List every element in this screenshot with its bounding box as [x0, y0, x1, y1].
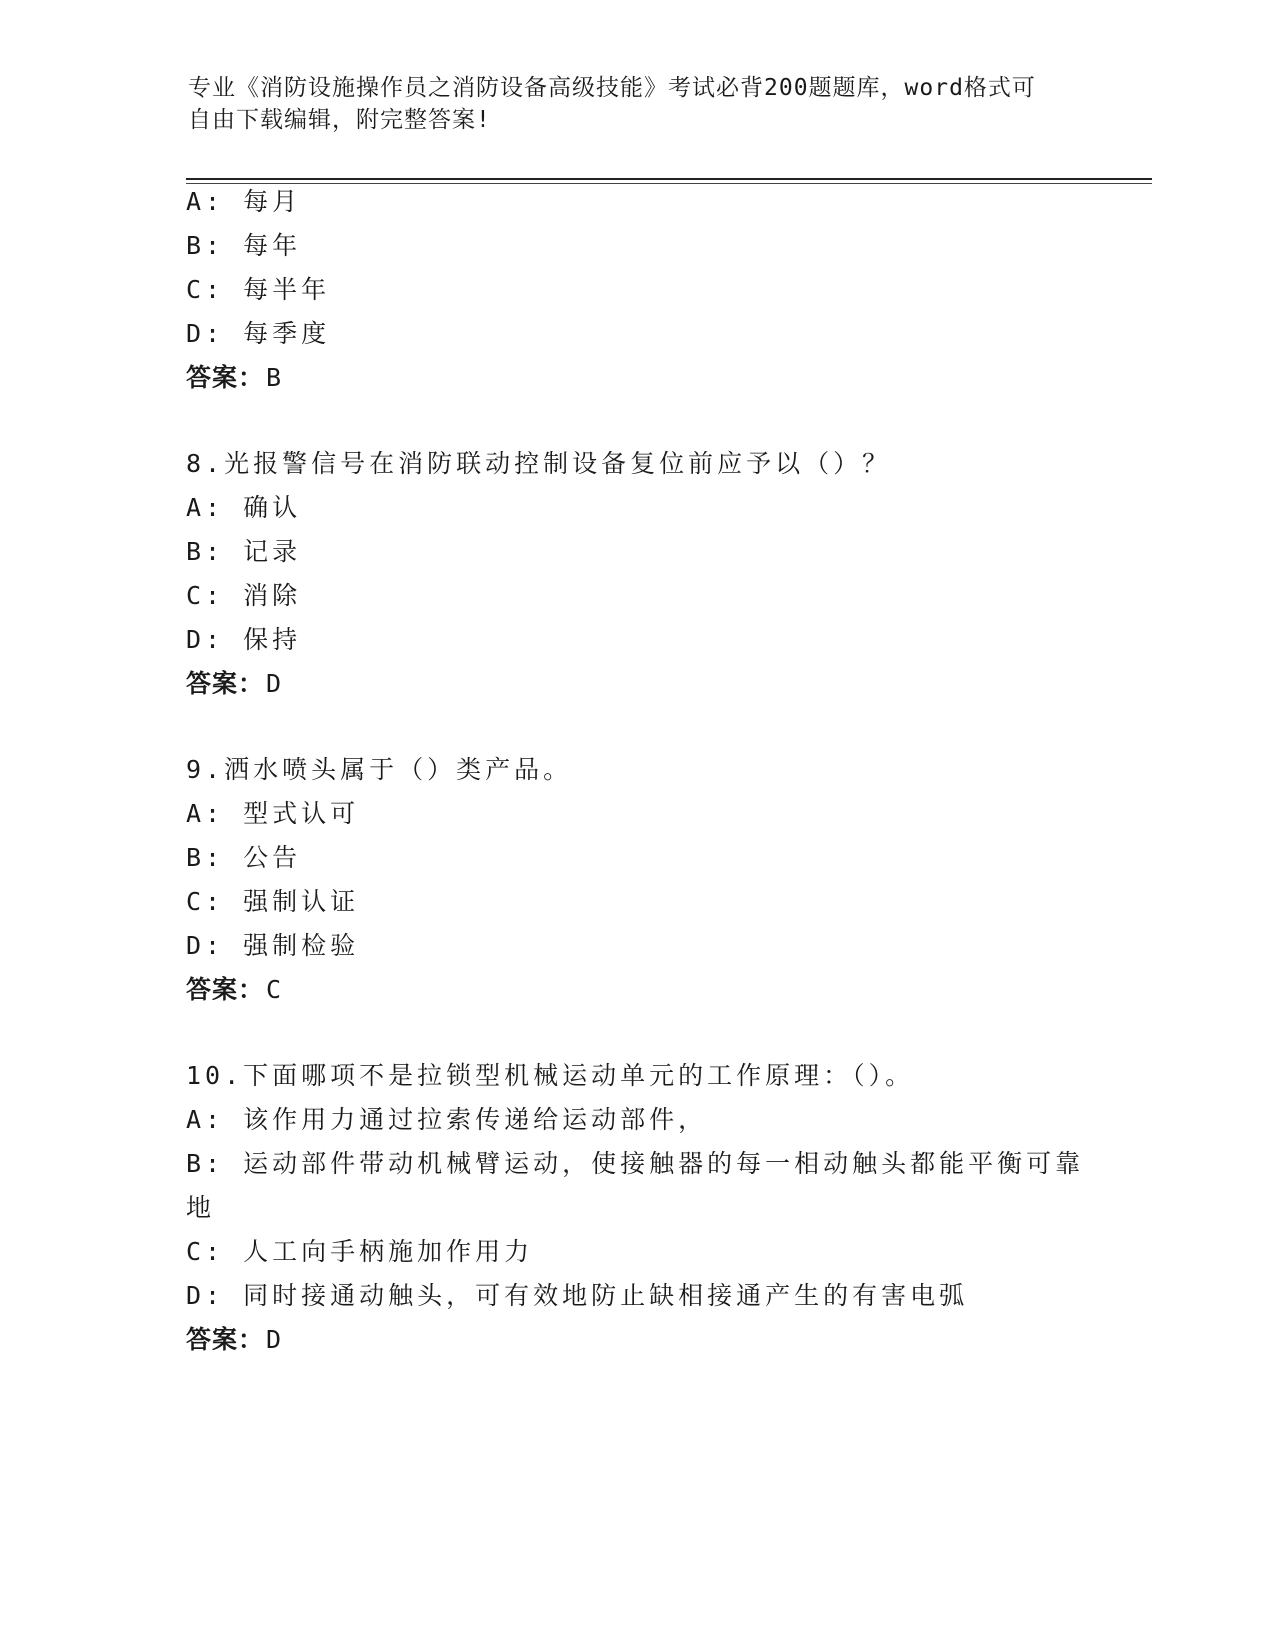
answer-line: 答案：C [186, 975, 283, 1004]
option-b: B: 运动部件带动机械臂运动，使接触器的每一相动触头都能平衡可靠 [186, 1149, 1085, 1178]
answer-line: 答案：D [186, 1325, 283, 1354]
option-c: C: 每半年 [186, 275, 331, 304]
option-c: C: 人工向手柄施加作用力 [186, 1237, 534, 1266]
header-line-2: 自由下载编辑，附完整答案! [188, 107, 491, 133]
option-c: C: 强制认证 [186, 887, 360, 916]
option-d: D: 强制检验 [186, 931, 360, 960]
option-b: B: 记录 [186, 537, 302, 566]
option-b: B: 每年 [186, 231, 302, 260]
question-title: 10.下面哪项不是拉锁型机械运动单元的工作原理：（）。 [186, 1061, 915, 1090]
option-b: B: 公告 [186, 843, 302, 872]
document-header [188, 72, 1068, 136]
option-a: A: 每月 [186, 187, 302, 216]
option-a: A: 确认 [186, 493, 302, 522]
header-divider-thin [186, 183, 1152, 184]
option-b-continuation: 地 [186, 1193, 216, 1222]
answer-line: 答案：D [186, 669, 283, 698]
header-line-1: 专业《消防设施操作员之消防设备高级技能》考试必背200题题库，word格式可 [188, 75, 1036, 101]
header-divider-thick [186, 178, 1152, 180]
option-a: A: 型式认可 [186, 799, 360, 828]
question-title: 8.光报警信号在消防联动控制设备复位前应予以（）？ [186, 449, 892, 478]
option-d: D: 同时接通动触头，可有效地防止缺相接通产生的有害电弧 [186, 1281, 969, 1310]
option-d: D: 保持 [186, 625, 302, 654]
question-title: 9.洒水喷头属于（）类产品。 [186, 755, 573, 784]
answer-line: 答案：B [186, 363, 283, 392]
option-c: C: 消除 [186, 581, 302, 610]
option-d: D: 每季度 [186, 319, 331, 348]
option-a: A: 该作用力通过拉索传递给运动部件， [186, 1105, 708, 1134]
